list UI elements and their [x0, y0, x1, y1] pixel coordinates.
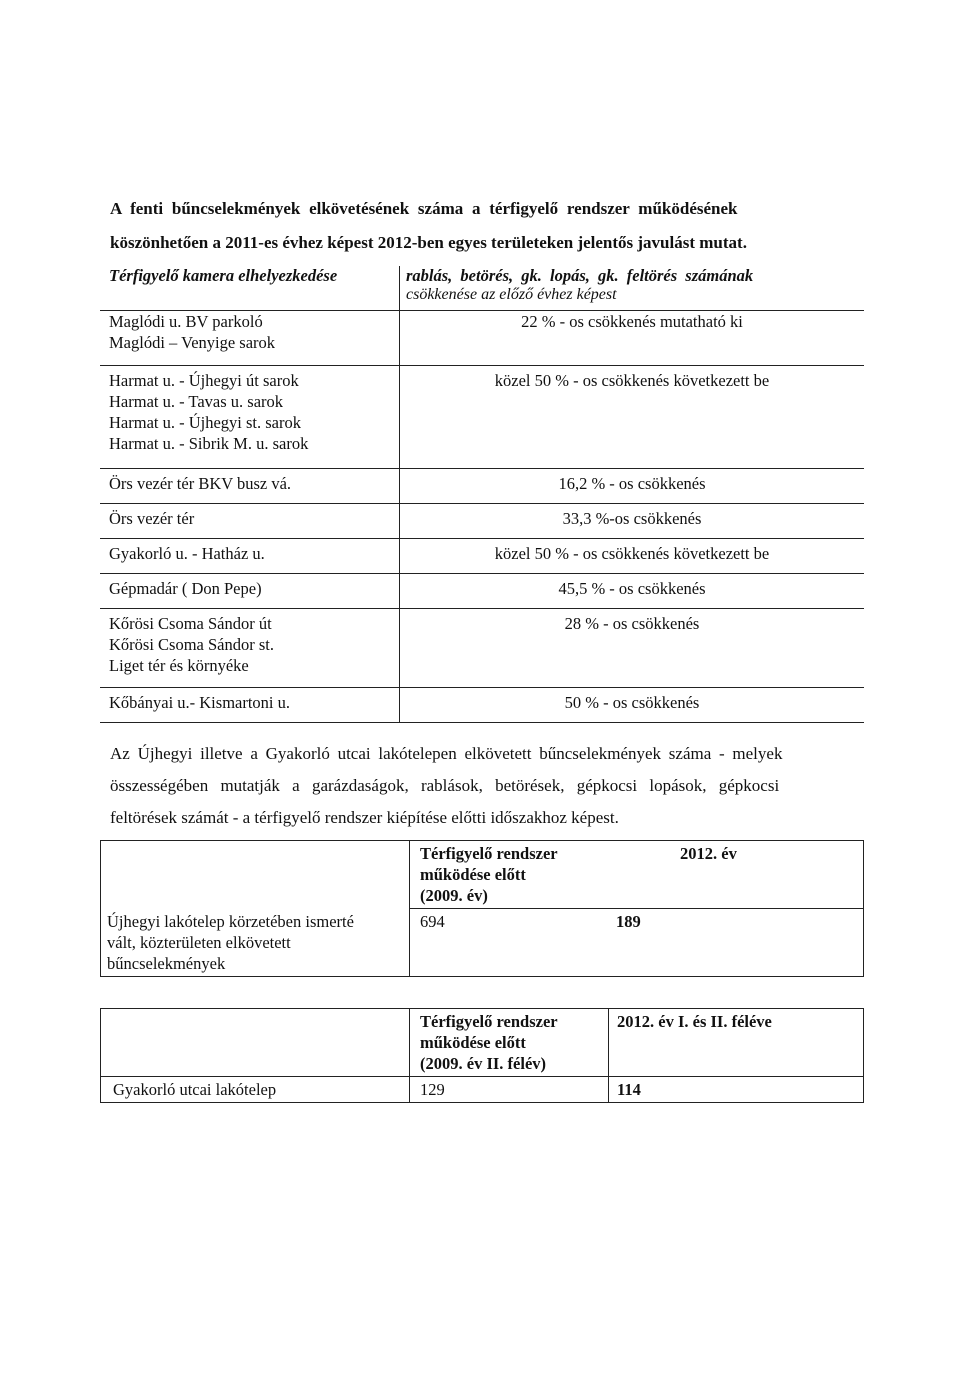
location-cell: Maglódi u. BV parkoló Maglódi – Venyige sarok	[100, 311, 400, 366]
before-header: Térfigyelő rendszer működése előtt (2009. év II. félév)	[410, 1009, 609, 1077]
result-cell: közel 50 % - os csökkenés következett be	[400, 539, 865, 574]
after-value: 189	[608, 909, 864, 977]
comparison-line-3: feltörések számát - a térfigyelő rendszer kiépítése előtti időszakhoz képest.	[110, 808, 619, 827]
before-value: 129	[410, 1077, 609, 1103]
header-decrease-line-2: csökkenése az előző évhez képest	[406, 286, 617, 303]
camera-location-table	[100, 266, 864, 723]
table-row	[100, 539, 864, 574]
result-cell: 22 % - os csökkenés mutatható ki	[400, 311, 865, 366]
intro-line-1: A fenti bűncselekmények elkövetésének száma a térfigyelő rendszer működésének	[110, 199, 738, 218]
table-header-row	[101, 1009, 864, 1077]
after-value: 114	[609, 1077, 864, 1103]
table-row	[101, 1077, 864, 1103]
location-cell: Örs vezér tér BKV busz vá.	[100, 469, 400, 504]
table-row	[101, 909, 864, 977]
location-cell: Gépmadár ( Don Pepe)	[100, 574, 400, 609]
intro-paragraph	[110, 192, 864, 260]
gyakorlo-table	[100, 1008, 864, 1103]
result-cell: 28 % - os csökkenés	[400, 609, 865, 688]
table-row	[100, 504, 864, 539]
location-cell: Gyakorló u. - Hatház u.	[100, 539, 400, 574]
before-header: Térfigyelő rendszer működése előtt (2009. év)	[410, 841, 609, 909]
row-label-cell: Gyakorló utcai lakótelep	[101, 1077, 410, 1103]
table-header-row	[101, 841, 864, 909]
header-location: Térfigyelő kamera elhelyezkedése	[100, 266, 400, 311]
row-label-cell: Újhegyi lakótelep körzetében ismerté vált, közterületen elkövetett bűncselekmények	[101, 909, 410, 977]
table-row	[100, 574, 864, 609]
result-cell: 33,3 %-os csökkenés	[400, 504, 865, 539]
table-row	[100, 469, 864, 504]
table-row	[100, 366, 864, 469]
table-row	[100, 609, 864, 688]
result-cell: 50 % - os csökkenés	[400, 688, 865, 723]
header-decrease	[400, 266, 865, 311]
location-cell: Kőrösi Csoma Sándor út Kőrösi Csoma Sándor st. Liget tér és környéke	[100, 609, 400, 688]
location-cell: Örs vezér tér	[100, 504, 400, 539]
location-cell: Kőbányai u.- Kismartoni u.	[100, 688, 400, 723]
result-cell: 45,5 % - os csökkenés	[400, 574, 865, 609]
empty-header-cell	[101, 1009, 410, 1077]
table-header-row	[100, 266, 864, 311]
comparison-line-2: összességében mutatják a garázdaságok, rablások, betörések, gépkocsi lopások, gépkocsi	[110, 776, 780, 795]
after-header: 2012. év I. és II. féléve	[609, 1009, 864, 1077]
before-value: 694	[410, 909, 609, 977]
intro-line-2: köszönhetően a 2011-es évhez képest 2012-ben egyes területeken jelentős javulást mutat.	[110, 233, 747, 252]
result-cell: 16,2 % - os csökkenés	[400, 469, 865, 504]
table-row	[100, 311, 864, 366]
table-row	[100, 688, 864, 723]
comparison-line-1: Az Újhegyi illetve a Gyakorló utcai lakótelepen elkövetett bűncselekmények száma - melyek	[110, 744, 783, 763]
location-cell: Harmat u. - Újhegyi út sarok Harmat u. - Tavas u. sarok Harmat u. - Újhegyi st. sarok Harmat u. - Sibrik M. u. sarok	[100, 366, 400, 469]
empty-header-cell	[101, 841, 410, 909]
header-decrease-line-1: rablás, betörés, gk. lopás, gk. feltörés számának	[406, 266, 754, 285]
comparison-paragraph	[110, 738, 864, 834]
ujhegyi-table	[100, 840, 864, 977]
after-header: 2012. év	[608, 841, 864, 909]
result-cell: közel 50 % - os csökkenés következett be	[400, 366, 865, 469]
